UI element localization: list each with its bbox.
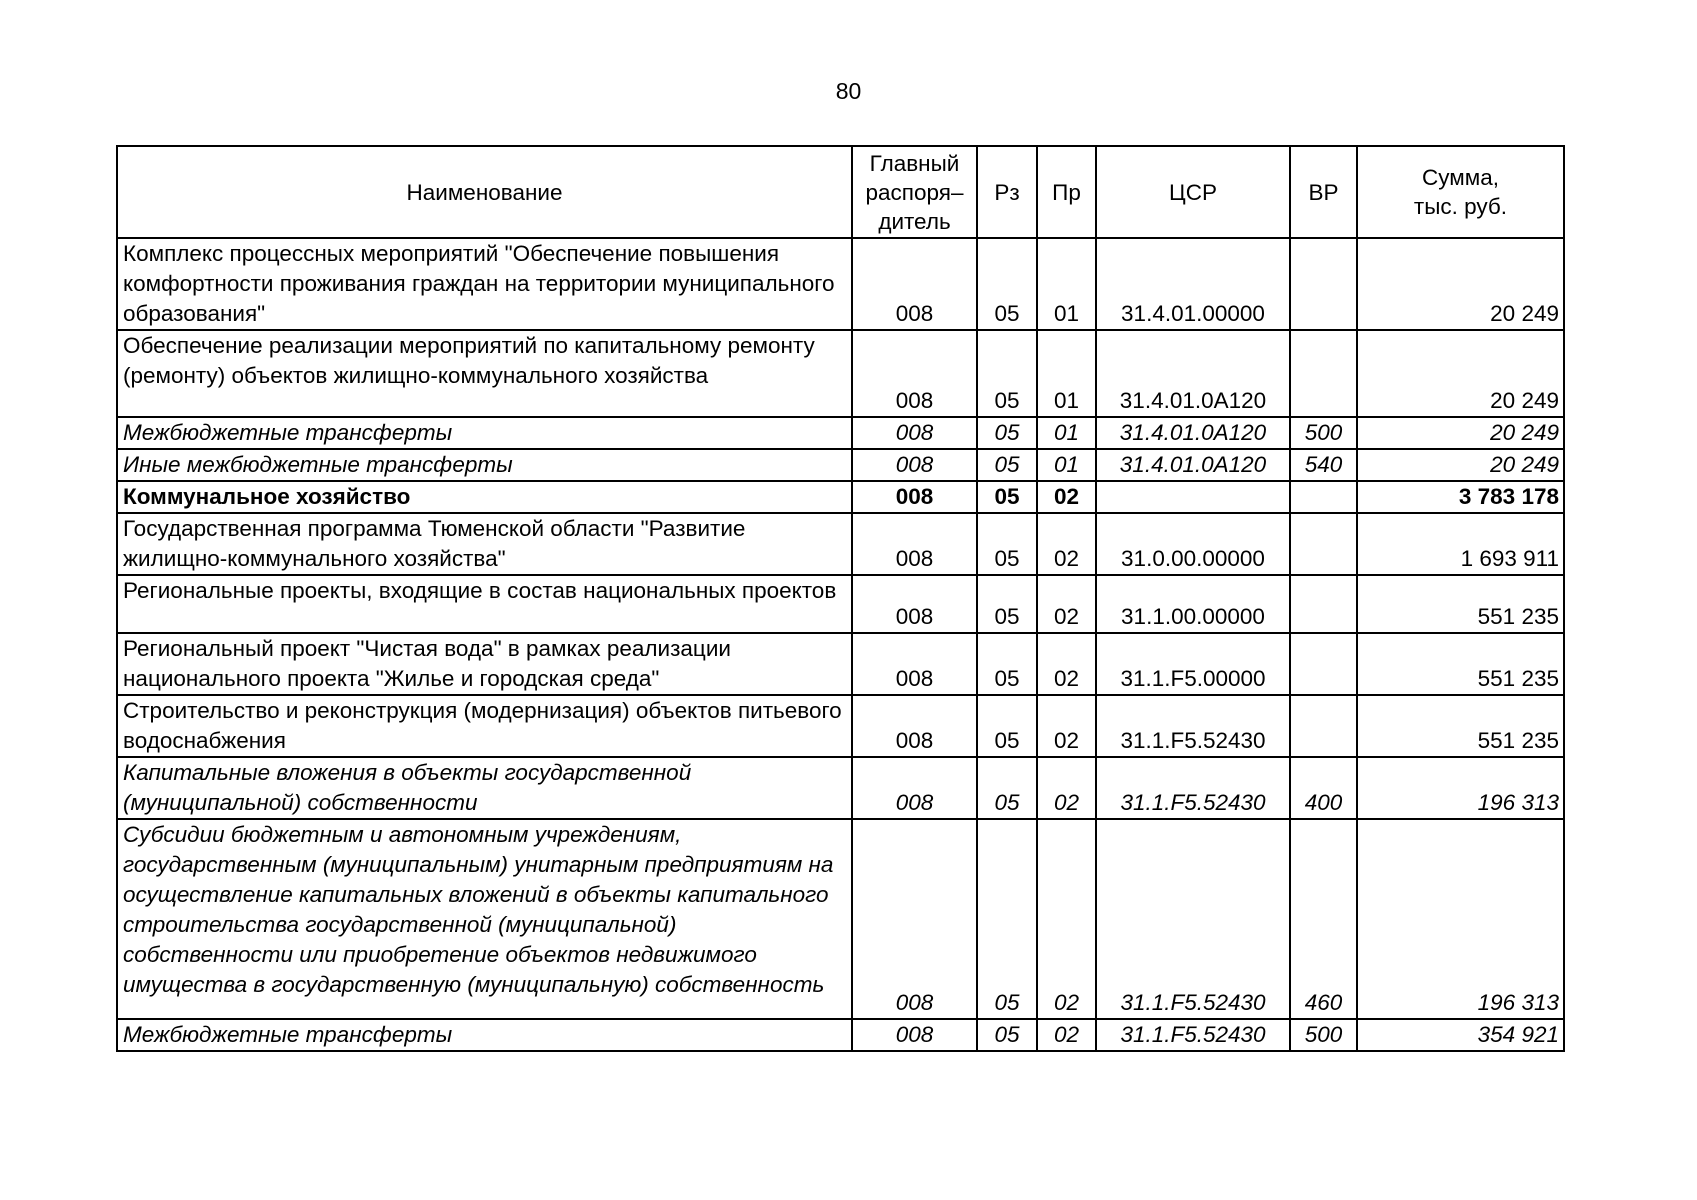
table-row	[117, 695, 1564, 757]
cell-vr	[1290, 481, 1357, 513]
cell-pr: 02	[1037, 481, 1096, 513]
cell-rz: 05	[977, 633, 1037, 695]
header-name: Наименование	[117, 146, 852, 238]
cell-pr: 01	[1037, 449, 1096, 481]
cell-manager: 008	[852, 633, 977, 695]
header-sum	[1357, 146, 1564, 238]
header-sum-line-2: тыс. руб.	[1413, 194, 1508, 219]
cell-sum: 196 313	[1357, 819, 1564, 1020]
cell-rz: 05	[977, 513, 1037, 575]
cell-csr: 31.0.00.00000	[1096, 513, 1290, 575]
cell-pr: 02	[1037, 1019, 1096, 1051]
header-manager-line-3: дитель	[878, 208, 951, 234]
cell-vr: 500	[1290, 1019, 1357, 1051]
table-row	[117, 417, 1564, 449]
cell-rz: 05	[977, 757, 1037, 819]
cell-rz: 05	[977, 481, 1037, 513]
cell-sum: 20 249	[1357, 330, 1564, 417]
cell-pr: 02	[1037, 633, 1096, 695]
table-row	[117, 633, 1564, 695]
cell-name: Межбюджетные трансферты	[117, 417, 852, 449]
cell-sum: 551 235	[1357, 633, 1564, 695]
table-row	[117, 1019, 1564, 1051]
budget-table	[116, 145, 1565, 1052]
header-manager-line-1: Главный	[869, 150, 960, 176]
cell-manager: 008	[852, 481, 977, 513]
cell-sum: 551 235	[1357, 695, 1564, 757]
cell-name: Капитальные вложения в объекты государственной (муниципальной) собственности	[117, 757, 852, 819]
cell-manager: 008	[852, 757, 977, 819]
cell-sum: 196 313	[1357, 757, 1564, 819]
cell-name: Строительство и реконструкция (модернизация) объектов питьевого водоснабжения	[117, 695, 852, 757]
cell-sum: 20 249	[1357, 417, 1564, 449]
cell-vr	[1290, 513, 1357, 575]
table-row	[117, 575, 1564, 633]
cell-manager: 008	[852, 330, 977, 417]
cell-pr: 02	[1037, 513, 1096, 575]
cell-rz: 05	[977, 417, 1037, 449]
cell-pr: 01	[1037, 330, 1096, 417]
cell-csr: 31.1.F5.00000	[1096, 633, 1290, 695]
cell-sum: 1 693 911	[1357, 513, 1564, 575]
cell-name: Комплекс процессных мероприятий "Обеспечение повышения комфортности проживания граждан на территории муниципального образования"	[117, 238, 852, 330]
cell-pr: 02	[1037, 757, 1096, 819]
cell-vr	[1290, 695, 1357, 757]
cell-name: Субсидии бюджетным и автономным учреждениям, государственным (муниципальным) унитарным предприятиям на осуществление капитальных вложений в объекты капитального строительства государственной (муниципальной) собственности или приобретение объектов недвижимого имущества в государственную (муниципальную) собственность	[117, 819, 852, 1020]
header-pr: Пр	[1037, 146, 1096, 238]
cell-manager: 008	[852, 449, 977, 481]
cell-vr: 460	[1290, 819, 1357, 1020]
cell-sum: 551 235	[1357, 575, 1564, 633]
cell-name: Региональный проект "Чистая вода" в рамках реализации национального проекта "Жилье и городская среда"	[117, 633, 852, 695]
table-body	[117, 238, 1564, 1051]
cell-pr: 02	[1037, 819, 1096, 1020]
cell-name: Коммунальное хозяйство	[117, 481, 852, 513]
cell-csr: 31.1.F5.52430	[1096, 1019, 1290, 1051]
cell-manager: 008	[852, 238, 977, 330]
cell-name: Обеспечение реализации мероприятий по капитальному ремонту (ремонту) объектов жилищно-коммунального хозяйства	[117, 330, 852, 417]
header-manager	[852, 146, 977, 238]
cell-sum: 20 249	[1357, 449, 1564, 481]
cell-manager: 008	[852, 513, 977, 575]
cell-name: Государственная программа Тюменской области "Развитие жилищно-коммунального хозяйства"	[117, 513, 852, 575]
cell-rz: 05	[977, 449, 1037, 481]
table-row	[117, 819, 1564, 1020]
cell-vr	[1290, 330, 1357, 417]
cell-pr: 01	[1037, 238, 1096, 330]
cell-csr	[1096, 481, 1290, 513]
header-row	[117, 146, 1564, 238]
table-row	[117, 330, 1564, 417]
page-number: 80	[835, 78, 862, 104]
cell-name: Региональные проекты, входящие в состав национальных проектов	[117, 575, 852, 633]
table-row	[117, 757, 1564, 819]
cell-sum: 3 783 178	[1357, 481, 1564, 513]
table-row	[117, 513, 1564, 575]
cell-rz: 05	[977, 695, 1037, 757]
header-csr: ЦСР	[1096, 146, 1290, 238]
cell-manager: 008	[852, 575, 977, 633]
cell-vr: 540	[1290, 449, 1357, 481]
header-vr: ВР	[1290, 146, 1357, 238]
cell-manager: 008	[852, 1019, 977, 1051]
cell-rz: 05	[977, 1019, 1037, 1051]
cell-vr: 400	[1290, 757, 1357, 819]
cell-pr: 01	[1037, 417, 1096, 449]
cell-sum: 354 921	[1357, 1019, 1564, 1051]
cell-rz: 05	[977, 575, 1037, 633]
cell-csr: 31.1.F5.52430	[1096, 757, 1290, 819]
header-sum-line-1: Сумма,	[1422, 165, 1499, 190]
cell-pr: 02	[1037, 575, 1096, 633]
cell-manager: 008	[852, 417, 977, 449]
cell-csr: 31.4.01.00000	[1096, 238, 1290, 330]
cell-vr	[1290, 238, 1357, 330]
header-manager-line-2: распоря–	[865, 179, 964, 205]
cell-vr	[1290, 575, 1357, 633]
cell-name: Межбюджетные трансферты	[117, 1019, 852, 1051]
cell-name: Иные межбюджетные трансферты	[117, 449, 852, 481]
cell-rz: 05	[977, 238, 1037, 330]
header-rz: Рз	[977, 146, 1037, 238]
table-row	[117, 481, 1564, 513]
cell-manager: 008	[852, 695, 977, 757]
cell-csr: 31.4.01.0А120	[1096, 330, 1290, 417]
cell-csr: 31.4.01.0А120	[1096, 449, 1290, 481]
table-row	[117, 449, 1564, 481]
cell-vr: 500	[1290, 417, 1357, 449]
cell-csr: 31.1.F5.52430	[1096, 819, 1290, 1020]
cell-pr: 02	[1037, 695, 1096, 757]
cell-rz: 05	[977, 330, 1037, 417]
cell-csr: 31.1.00.00000	[1096, 575, 1290, 633]
cell-csr: 31.1.F5.52430	[1096, 695, 1290, 757]
cell-csr: 31.4.01.0А120	[1096, 417, 1290, 449]
table-row	[117, 238, 1564, 330]
cell-rz: 05	[977, 819, 1037, 1020]
cell-sum: 20 249	[1357, 238, 1564, 330]
cell-vr	[1290, 633, 1357, 695]
cell-manager: 008	[852, 819, 977, 1020]
